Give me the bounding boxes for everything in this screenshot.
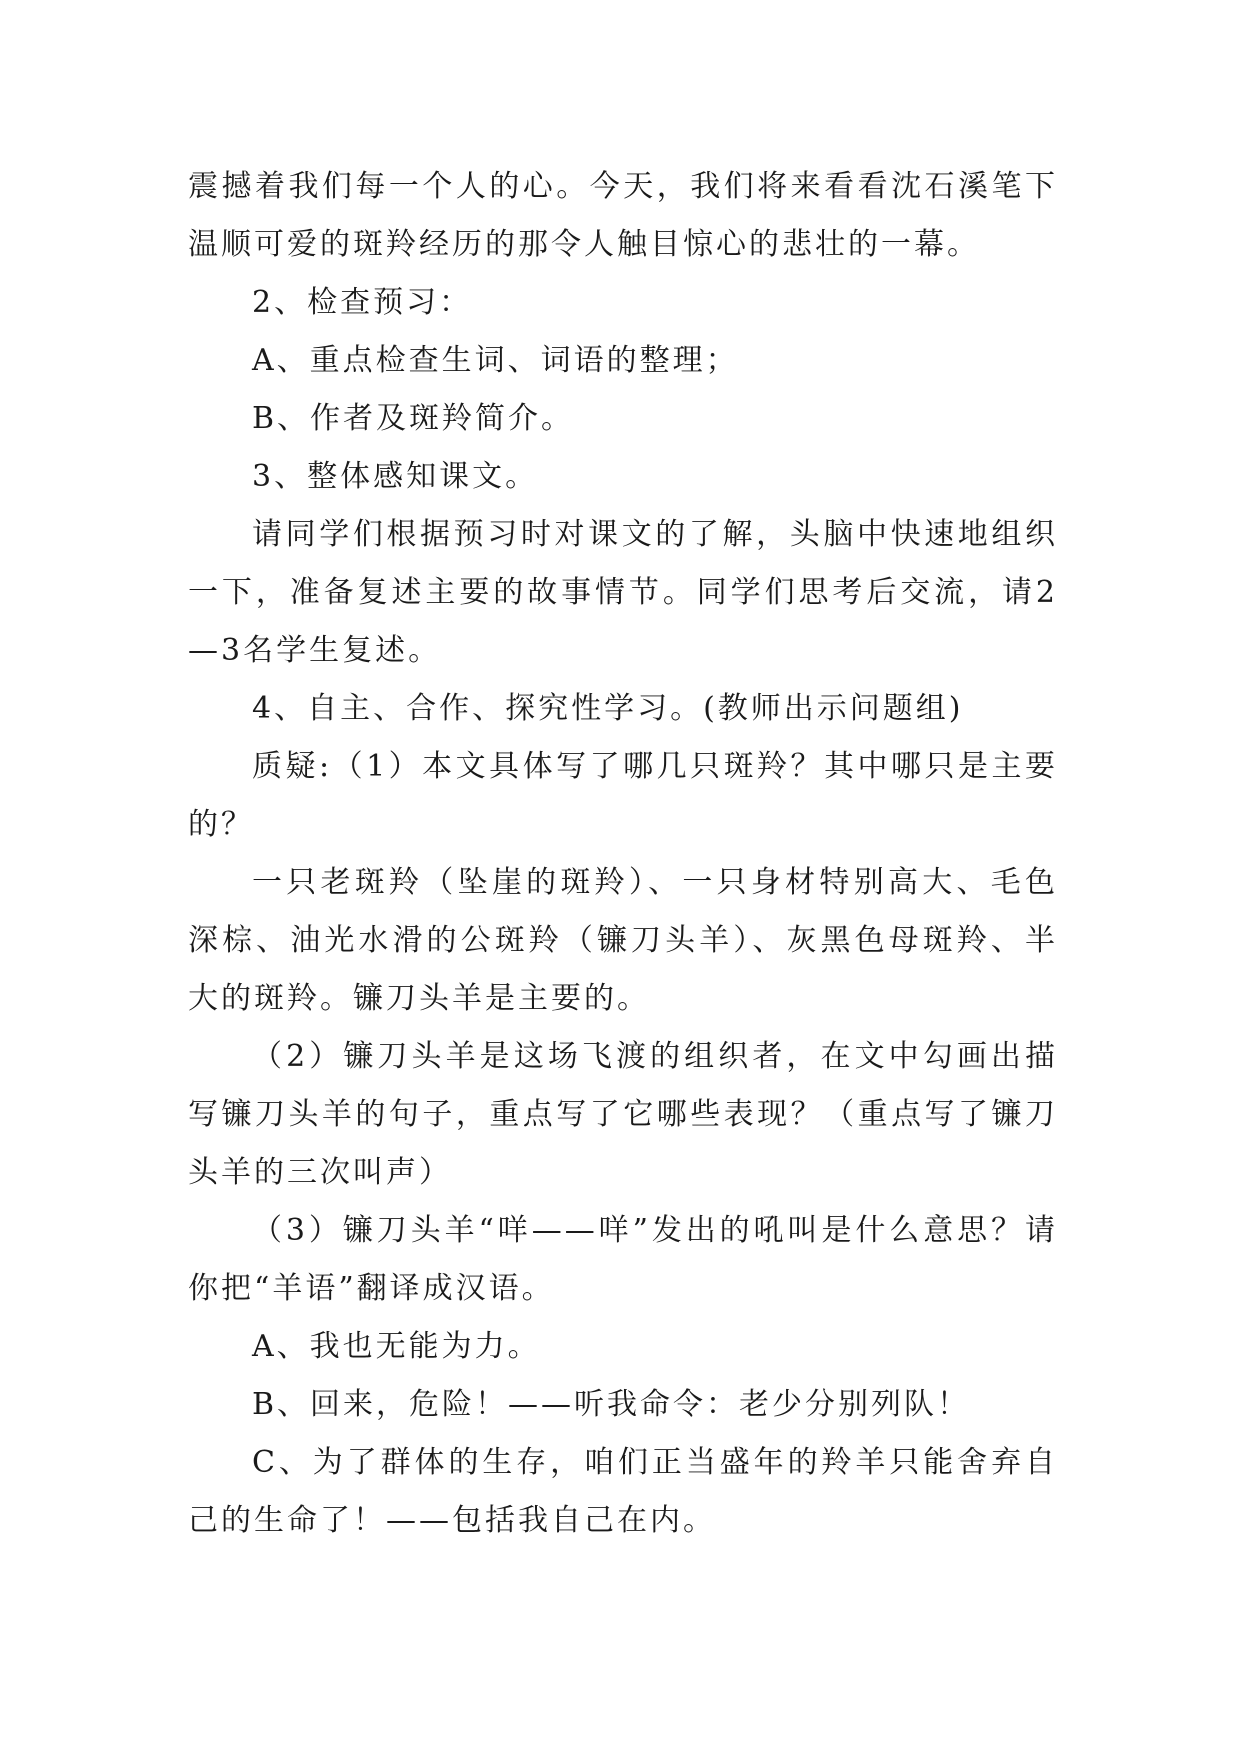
list-item-b: B、作者及斑羚简介。	[252, 401, 575, 436]
question-1: 质疑:（1）本文具体写了哪几只斑羚？其中哪只是主要的？	[188, 749, 1058, 842]
paragraph-intro-continuation: 震撼着我们每一个人的心。今天，我们将来看看沈石溪笔下温顺可爱的斑羚经历的那令人触目惊心的悲壮的一幕。	[188, 169, 1058, 262]
heading-overall-perception: 3、整体感知课文。	[252, 459, 539, 494]
paragraph-retell-instructions: 请同学们根据预习时对课文的了解，头脑中快速地组织一下，准备复述主要的故事情节。同学们思考后交流，请2—3名学生复述。	[188, 517, 1058, 668]
list-item-a: A、重点检查生词、词语的整理；	[252, 343, 739, 378]
answer-3-a: A、我也无能为力。	[252, 1329, 541, 1364]
answer-1: 一只老斑羚（坠崖的斑羚）、一只身材特别高大、毛色深棕、油光水滑的公斑羚（镰刀头羊）、灰黑色母斑羚、半大的斑羚。镰刀头羊是主要的。	[188, 865, 1058, 1016]
question-3: （3）镰刀头羊“咩——咩”发出的吼叫是什么意思？请你把“羊语”翻译成汉语。	[188, 1213, 1058, 1306]
heading-inquiry-learning: 4、自主、合作、探究性学习。(教师出示问题组)	[252, 691, 964, 726]
heading-check-preview: 2、检查预习：	[252, 285, 473, 320]
answer-3-b: B、回来，危险！——听我命令：老少分别列队！	[252, 1387, 971, 1422]
question-2: （2）镰刀头羊是这场飞渡的组织者，在文中勾画出描写镰刀头羊的句子，重点写了它哪些表现？（重点写了镰刀头羊的三次叫声）	[188, 1039, 1058, 1190]
answer-3-c: C、为了群体的生存，咱们正当盛年的羚羊只能舍弃自己的生命了！——包括我自己在内。	[188, 1445, 1058, 1538]
document-body	[188, 158, 1058, 1550]
